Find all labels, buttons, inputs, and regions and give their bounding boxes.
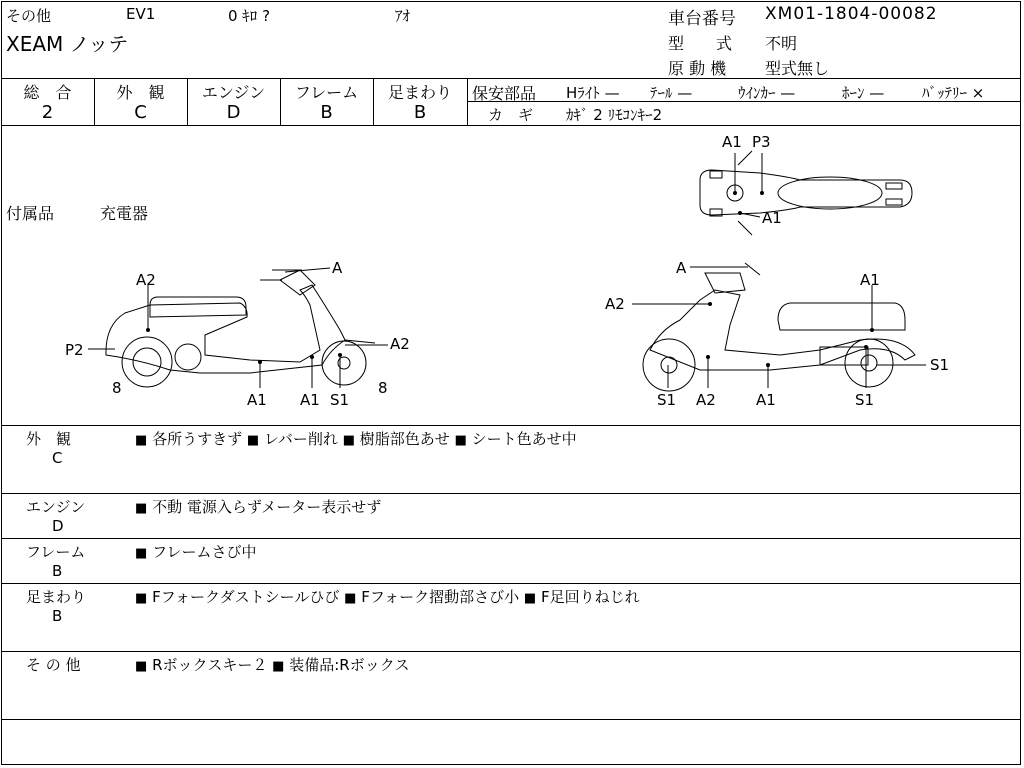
- label-top-p3: P3: [752, 133, 771, 151]
- remark-frame-label: フレーム: [26, 543, 86, 561]
- label-right-a2: A2: [605, 295, 625, 313]
- damage-diagram: [0, 125, 1024, 425]
- grade-frame-label: フレーム: [294, 83, 359, 102]
- remark-suspension-items: ■ Fフォークダストシールひび ■ Fフォーク摺動部さび小 ■ F足回りねじれ: [135, 588, 640, 606]
- grade-total-value: 2: [41, 102, 54, 123]
- remark-other-items: ■ Rボックスキー２ ■ 装備品:Rボックス: [135, 656, 410, 674]
- remark-exterior-label: 外 観: [26, 430, 72, 448]
- remark-engine-items: ■ 不動 電源入らずメーター表示せず: [135, 498, 382, 516]
- remark-other-label: そ の 他: [26, 656, 81, 674]
- label-left-p2: P2: [65, 341, 84, 359]
- accessories-label: 付属品: [6, 204, 55, 223]
- type-value: 不明: [765, 34, 798, 53]
- engine-type-value: 型式無し: [765, 59, 830, 78]
- label-left-a1b: A1: [300, 391, 320, 409]
- label-top-a1b: A1: [762, 209, 782, 227]
- safety-battery: ﾊﾞｯﾃﾘｰ ×: [922, 84, 985, 102]
- accessories-value: 充電器: [100, 204, 149, 223]
- color: ｱｵ: [395, 7, 411, 25]
- grade-frame-value: B: [320, 102, 333, 123]
- remark-suspension-label: 足まわり: [26, 588, 87, 606]
- remark-engine-label: エンジン: [26, 498, 86, 516]
- label-left-a2: A2: [136, 271, 156, 289]
- label-right-a1: A1: [860, 271, 880, 289]
- grade-engine-value: D: [226, 102, 241, 123]
- safety-horn: ﾎｰﾝ —: [842, 84, 885, 102]
- model-code: EV1: [126, 5, 156, 23]
- mileage: 0 ｷﾛ ?: [228, 7, 271, 25]
- key-value: ｶｷﾞ 2 ﾘﾓｺﾝｷｰ2: [566, 106, 663, 124]
- remark-engine-grade: D: [52, 517, 64, 535]
- remark-suspension-grade: B: [52, 607, 63, 625]
- engine-type-label: 原 動 機: [668, 59, 727, 78]
- label-left-a2b: A2: [390, 335, 410, 353]
- label-right-a1b: A1: [756, 391, 776, 409]
- label-top-a1: A1: [722, 133, 742, 151]
- top-view-scooter: [700, 151, 912, 235]
- safety-tail: ﾃｰﾙ —: [650, 84, 693, 102]
- label-right-a: A: [676, 259, 687, 277]
- label-right-s1b: S1: [657, 391, 677, 409]
- label-right-s1c: S1: [855, 391, 875, 409]
- key-label: カ ギ: [488, 106, 534, 124]
- safety-winker: ｳｲﾝｶｰ —: [738, 84, 796, 102]
- grade-top-line: [1, 78, 1021, 79]
- label-left-a: A: [332, 259, 343, 277]
- grade-engine-label: エンジン: [201, 83, 266, 102]
- remark-exterior-grade: C: [52, 449, 63, 467]
- label-left-s1: S1: [330, 391, 350, 409]
- frame-no: XM01-1804-00082: [765, 4, 938, 24]
- grade-total-label: 総 合: [23, 83, 72, 102]
- label-right-s1: S1: [930, 356, 950, 374]
- remark-exterior-items: ■ 各所うすきず ■ レバー削れ ■ 樹脂部色あせ ■ シート色あせ中: [135, 430, 577, 448]
- safety-label: 保安部品: [472, 84, 537, 103]
- safety-headlight: Hﾗｲﾄ —: [566, 84, 620, 102]
- category: その他: [6, 7, 52, 25]
- remark-frame-grade: B: [52, 562, 63, 580]
- label-left-8a: 8: [112, 379, 122, 397]
- grade-exterior-label: 外 観: [116, 83, 165, 102]
- grade-exterior-value: C: [134, 102, 147, 123]
- grade-suspension-label: 足まわり: [387, 83, 452, 102]
- vehicle-name: XEAM ノッテ: [6, 32, 129, 56]
- label-left-8b: 8: [378, 379, 388, 397]
- label-right-a2b: A2: [696, 391, 716, 409]
- remark-frame-items: ■ フレームさび中: [135, 543, 257, 561]
- grade-suspension-value: B: [413, 102, 427, 123]
- type-label: 型 式: [668, 34, 733, 53]
- label-left-a1: A1: [247, 391, 267, 409]
- frame-no-label: 車台番号: [668, 9, 736, 29]
